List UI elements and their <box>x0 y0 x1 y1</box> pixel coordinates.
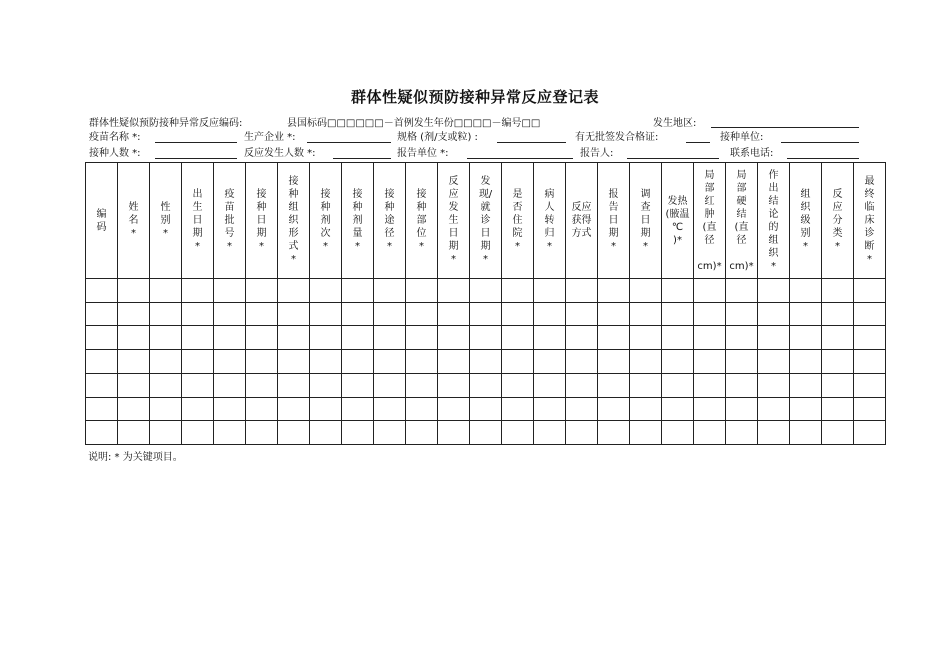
table-cell[interactable] <box>406 373 438 397</box>
column-header-label: 接 种 部 位 * <box>416 189 427 252</box>
column-header-16 <box>566 163 598 279</box>
table-cell[interactable] <box>118 302 150 326</box>
batch-cert-label: 有无批签发合格证: <box>575 132 659 143</box>
batch-cert-field[interactable] <box>686 142 710 143</box>
table-cell[interactable] <box>854 302 886 326</box>
column-header-23 <box>790 163 822 279</box>
table-cell[interactable] <box>278 279 310 303</box>
table-cell[interactable] <box>150 326 182 350</box>
table-row <box>86 302 886 326</box>
table-cell[interactable] <box>790 326 822 350</box>
table-cell[interactable] <box>854 350 886 374</box>
column-header-17 <box>598 163 630 279</box>
table-body <box>86 279 886 445</box>
table-cell[interactable] <box>598 373 630 397</box>
table-row <box>86 279 886 303</box>
table-cell[interactable] <box>86 279 118 303</box>
table-cell[interactable] <box>758 326 790 350</box>
column-header-1 <box>86 163 118 279</box>
reporter-field[interactable] <box>627 158 719 159</box>
table-cell[interactable] <box>342 373 374 397</box>
table-cell[interactable] <box>790 397 822 421</box>
table-cell[interactable] <box>246 373 278 397</box>
table-cell[interactable] <box>438 373 470 397</box>
table-cell[interactable] <box>758 373 790 397</box>
table-cell[interactable] <box>758 421 790 445</box>
column-header-15 <box>534 163 566 279</box>
column-header-12 <box>438 163 470 279</box>
table-row <box>86 326 886 350</box>
table-cell[interactable] <box>726 302 758 326</box>
table-cell[interactable] <box>822 373 854 397</box>
table-cell[interactable] <box>598 326 630 350</box>
column-header-label: 编 码 <box>96 208 107 233</box>
spec-label: 规格 (剂/支或粒) : <box>397 132 478 143</box>
table-cell[interactable] <box>438 302 470 326</box>
column-header-label: 组 织 级 别 * <box>800 189 811 252</box>
table-cell[interactable] <box>694 326 726 350</box>
region-label: 发生地区: <box>653 118 697 129</box>
table-cell[interactable] <box>726 373 758 397</box>
table-cell[interactable] <box>342 421 374 445</box>
table-cell[interactable] <box>214 302 246 326</box>
table-cell[interactable] <box>598 302 630 326</box>
table-cell[interactable] <box>150 279 182 303</box>
table-cell[interactable] <box>566 397 598 421</box>
table-cell[interactable] <box>854 397 886 421</box>
table-cell[interactable] <box>150 397 182 421</box>
table-cell[interactable] <box>694 350 726 374</box>
table-cell[interactable] <box>150 421 182 445</box>
table-cell[interactable] <box>214 279 246 303</box>
table-cell[interactable] <box>342 326 374 350</box>
footnote: 说明: * 为关键项目。 <box>88 452 183 463</box>
column-header-label: 疫 苗 批 号 * <box>224 189 235 252</box>
table-cell[interactable] <box>662 397 694 421</box>
table-cell[interactable] <box>406 421 438 445</box>
table-cell[interactable] <box>246 397 278 421</box>
table-cell[interactable] <box>278 302 310 326</box>
table-cell[interactable] <box>534 279 566 303</box>
table-cell[interactable] <box>118 279 150 303</box>
table-cell[interactable] <box>374 279 406 303</box>
table-cell[interactable] <box>438 397 470 421</box>
column-header-2 <box>118 163 150 279</box>
table-cell[interactable] <box>278 350 310 374</box>
table-cell[interactable] <box>214 373 246 397</box>
column-header-14 <box>502 163 534 279</box>
column-header-11 <box>406 163 438 279</box>
table-cell[interactable] <box>86 350 118 374</box>
table-cell[interactable] <box>310 326 342 350</box>
column-header-label: 接 种 日 期 * <box>256 189 267 252</box>
table-cell[interactable] <box>598 279 630 303</box>
table-cell[interactable] <box>86 373 118 397</box>
column-header-4 <box>182 163 214 279</box>
table-cell[interactable] <box>694 279 726 303</box>
table-cell[interactable] <box>182 373 214 397</box>
table-cell[interactable] <box>214 350 246 374</box>
table-cell[interactable] <box>118 326 150 350</box>
column-header-label: 接 种 剂 量 * <box>352 189 363 252</box>
table-cell[interactable] <box>502 373 534 397</box>
column-header-22 <box>758 163 790 279</box>
table-row <box>86 421 886 445</box>
column-header-8 <box>310 163 342 279</box>
column-header-label: 是 否 住 院 * <box>512 189 523 252</box>
table-cell[interactable] <box>470 373 502 397</box>
table-cell[interactable] <box>374 373 406 397</box>
table-cell[interactable] <box>790 302 822 326</box>
column-header-label: 作 出 结 论 的 组 织 * <box>768 169 779 272</box>
table-cell[interactable] <box>854 326 886 350</box>
table-cell[interactable] <box>278 397 310 421</box>
table-cell[interactable] <box>726 421 758 445</box>
table-cell[interactable] <box>502 326 534 350</box>
table-cell[interactable] <box>150 350 182 374</box>
table-cell[interactable] <box>150 373 182 397</box>
table-cell[interactable] <box>566 350 598 374</box>
table-cell[interactable] <box>246 279 278 303</box>
table-cell[interactable] <box>342 279 374 303</box>
table-cell[interactable] <box>214 421 246 445</box>
column-header-3 <box>150 163 182 279</box>
column-header-label: 反 应 发 生 日 期 * <box>448 176 459 265</box>
table-cell[interactable] <box>854 421 886 445</box>
table-cell[interactable] <box>246 421 278 445</box>
vaccinated-count-field[interactable] <box>155 158 237 159</box>
table-cell[interactable] <box>694 421 726 445</box>
column-header-20 <box>694 163 726 279</box>
table-cell[interactable] <box>726 350 758 374</box>
column-header-5 <box>214 163 246 279</box>
table-cell[interactable] <box>502 350 534 374</box>
table-cell[interactable] <box>278 326 310 350</box>
table-cell[interactable] <box>630 421 662 445</box>
maker-field[interactable] <box>307 142 391 143</box>
table-cell[interactable] <box>310 397 342 421</box>
vaccine-name-label: 疫苗名称 *: <box>89 132 141 143</box>
column-header-label: 接 种 剂 次 * <box>320 189 331 252</box>
table-cell[interactable] <box>694 397 726 421</box>
table-row <box>86 373 886 397</box>
table-cell[interactable] <box>726 279 758 303</box>
table-cell[interactable] <box>86 421 118 445</box>
reaction-count-label: 反应发生人数 *: <box>244 148 316 159</box>
table-cell[interactable] <box>566 326 598 350</box>
column-header-label: 反 应 分 类 * <box>832 189 843 252</box>
table-cell[interactable] <box>662 373 694 397</box>
table-cell[interactable] <box>566 373 598 397</box>
table-cell[interactable] <box>822 302 854 326</box>
table-cell[interactable] <box>182 397 214 421</box>
table-cell[interactable] <box>246 302 278 326</box>
table-cell[interactable] <box>502 421 534 445</box>
column-header-21 <box>726 163 758 279</box>
table-cell[interactable] <box>246 350 278 374</box>
column-header-label: 病 人 转 归 * <box>544 189 555 252</box>
table-cell[interactable] <box>182 302 214 326</box>
table-cell[interactable] <box>854 279 886 303</box>
table-cell[interactable] <box>182 326 214 350</box>
table-cell[interactable] <box>310 279 342 303</box>
table-cell[interactable] <box>406 279 438 303</box>
table-cell[interactable] <box>630 373 662 397</box>
table-cell[interactable] <box>374 302 406 326</box>
column-header-7 <box>278 163 310 279</box>
table-cell[interactable] <box>726 397 758 421</box>
table-cell[interactable] <box>406 350 438 374</box>
table-row <box>86 350 886 374</box>
table-cell[interactable] <box>374 421 406 445</box>
table-cell[interactable] <box>822 326 854 350</box>
column-header-24 <box>822 163 854 279</box>
column-header-10 <box>374 163 406 279</box>
table-cell[interactable] <box>310 350 342 374</box>
vaccination-unit-field[interactable] <box>781 142 859 143</box>
column-header-label: 反应 获得 方式 <box>571 202 592 239</box>
table-cell[interactable] <box>694 302 726 326</box>
code-label: 群体性疑似预防接种异常反应编码: <box>89 118 243 129</box>
table-row <box>86 397 886 421</box>
report-unit-label: 报告单位 *: <box>397 148 449 159</box>
table-cell[interactable] <box>438 421 470 445</box>
column-header-label: 姓 名 * <box>128 202 139 239</box>
table-cell[interactable] <box>310 302 342 326</box>
table-cell[interactable] <box>278 421 310 445</box>
table-cell[interactable] <box>694 373 726 397</box>
table-cell[interactable] <box>310 373 342 397</box>
table-cell[interactable] <box>822 421 854 445</box>
column-header-label: 发 现/ 就 诊 日 期 * <box>478 176 493 265</box>
table-cell[interactable] <box>86 397 118 421</box>
table-cell[interactable] <box>118 373 150 397</box>
vaccinated-count-label: 接种人数 *: <box>89 148 141 159</box>
table-cell[interactable] <box>118 397 150 421</box>
table-cell[interactable] <box>662 302 694 326</box>
table-cell[interactable] <box>630 397 662 421</box>
maker-label: 生产企业 *: <box>244 132 296 143</box>
column-header-label: 调 查 日 期 * <box>640 189 651 252</box>
table-cell[interactable] <box>790 350 822 374</box>
table-cell[interactable] <box>598 421 630 445</box>
table-cell[interactable] <box>406 397 438 421</box>
code-pattern: 县国标码□□□□□□－首例发生年份□□□□－编号□□ <box>287 118 541 129</box>
column-header-18 <box>630 163 662 279</box>
reaction-count-field[interactable] <box>333 158 391 159</box>
table-cell[interactable] <box>662 421 694 445</box>
table-cell[interactable] <box>502 302 534 326</box>
table-cell[interactable] <box>566 302 598 326</box>
table-cell[interactable] <box>470 421 502 445</box>
table-cell[interactable] <box>150 302 182 326</box>
table-cell[interactable] <box>566 421 598 445</box>
table-cell[interactable] <box>726 326 758 350</box>
table-cell[interactable] <box>790 373 822 397</box>
vaccine-name-field[interactable] <box>155 142 237 143</box>
table-cell[interactable] <box>630 302 662 326</box>
form-title: 群体性疑似预防接种异常反应登记表 <box>350 88 599 106</box>
table-cell[interactable] <box>566 279 598 303</box>
table-cell[interactable] <box>374 397 406 421</box>
table-cell[interactable] <box>118 350 150 374</box>
table-cell[interactable] <box>342 350 374 374</box>
column-header-label: 最 终 临 床 诊 断 * <box>864 176 875 265</box>
table-cell[interactable] <box>278 373 310 397</box>
table-cell[interactable] <box>502 397 534 421</box>
column-header-label: 局 部 红 肿 (直 径 cm)* <box>697 169 722 272</box>
table-cell[interactable] <box>182 350 214 374</box>
table-cell[interactable] <box>182 421 214 445</box>
table-cell[interactable] <box>374 350 406 374</box>
table-cell[interactable] <box>246 326 278 350</box>
table-cell[interactable] <box>374 326 406 350</box>
table-cell[interactable] <box>470 326 502 350</box>
table-cell[interactable] <box>406 326 438 350</box>
table-cell[interactable] <box>534 350 566 374</box>
reporter-label: 报告人: <box>580 148 614 159</box>
table-cell[interactable] <box>534 302 566 326</box>
table-cell[interactable] <box>662 326 694 350</box>
table-cell[interactable] <box>758 350 790 374</box>
table-cell[interactable] <box>758 302 790 326</box>
spec-field[interactable] <box>497 142 566 143</box>
table-cell[interactable] <box>598 397 630 421</box>
table-cell[interactable] <box>214 397 246 421</box>
table-cell[interactable] <box>822 397 854 421</box>
table-cell[interactable] <box>758 279 790 303</box>
phone-field[interactable] <box>787 158 859 159</box>
column-header-label: 接 种 途 径 * <box>384 189 395 252</box>
column-header-25 <box>854 163 886 279</box>
region-field[interactable] <box>711 127 859 128</box>
column-header-label: 局 部 硬 结 (直 径 cm)* <box>729 169 754 272</box>
registration-table <box>85 162 886 445</box>
report-unit-field[interactable] <box>467 158 573 159</box>
table-cell[interactable] <box>854 373 886 397</box>
column-header-label: 接 种 组 织 形 式 * <box>288 176 299 265</box>
table-cell[interactable] <box>406 302 438 326</box>
table-cell[interactable] <box>822 279 854 303</box>
column-header-label: 发热 (腋温 ℃ )* <box>665 195 690 246</box>
column-header-6 <box>246 163 278 279</box>
table-cell[interactable] <box>438 326 470 350</box>
column-header-9 <box>342 163 374 279</box>
table-cell[interactable] <box>822 350 854 374</box>
table-cell[interactable] <box>502 279 534 303</box>
table-cell[interactable] <box>118 421 150 445</box>
table-cell[interactable] <box>662 279 694 303</box>
table-cell[interactable] <box>534 373 566 397</box>
column-header-19 <box>662 163 694 279</box>
table-cell[interactable] <box>86 302 118 326</box>
table-cell[interactable] <box>534 421 566 445</box>
table-cell[interactable] <box>630 350 662 374</box>
table-cell[interactable] <box>470 302 502 326</box>
phone-label: 联系电话: <box>730 148 774 159</box>
table-cell[interactable] <box>214 326 246 350</box>
table-cell[interactable] <box>342 302 374 326</box>
table-cell[interactable] <box>662 350 694 374</box>
table-cell[interactable] <box>534 397 566 421</box>
header-row <box>86 163 886 279</box>
table-cell[interactable] <box>438 350 470 374</box>
column-header-label: 性 别 * <box>160 202 171 239</box>
table-cell[interactable] <box>470 350 502 374</box>
table-cell[interactable] <box>630 326 662 350</box>
column-header-label: 出 生 日 期 * <box>192 189 203 252</box>
table-cell[interactable] <box>470 397 502 421</box>
table-cell[interactable] <box>182 279 214 303</box>
table-cell[interactable] <box>630 279 662 303</box>
table-cell[interactable] <box>534 326 566 350</box>
table-cell[interactable] <box>790 279 822 303</box>
table-cell[interactable] <box>310 421 342 445</box>
column-header-label: 报 告 日 期 * <box>608 189 619 252</box>
table-cell[interactable] <box>598 350 630 374</box>
table-cell[interactable] <box>86 326 118 350</box>
column-header-13 <box>470 163 502 279</box>
table-cell[interactable] <box>438 279 470 303</box>
table-cell[interactable] <box>758 397 790 421</box>
table-cell[interactable] <box>470 279 502 303</box>
table-cell[interactable] <box>790 421 822 445</box>
vaccination-unit-label: 接种单位: <box>720 132 764 143</box>
table-cell[interactable] <box>342 397 374 421</box>
